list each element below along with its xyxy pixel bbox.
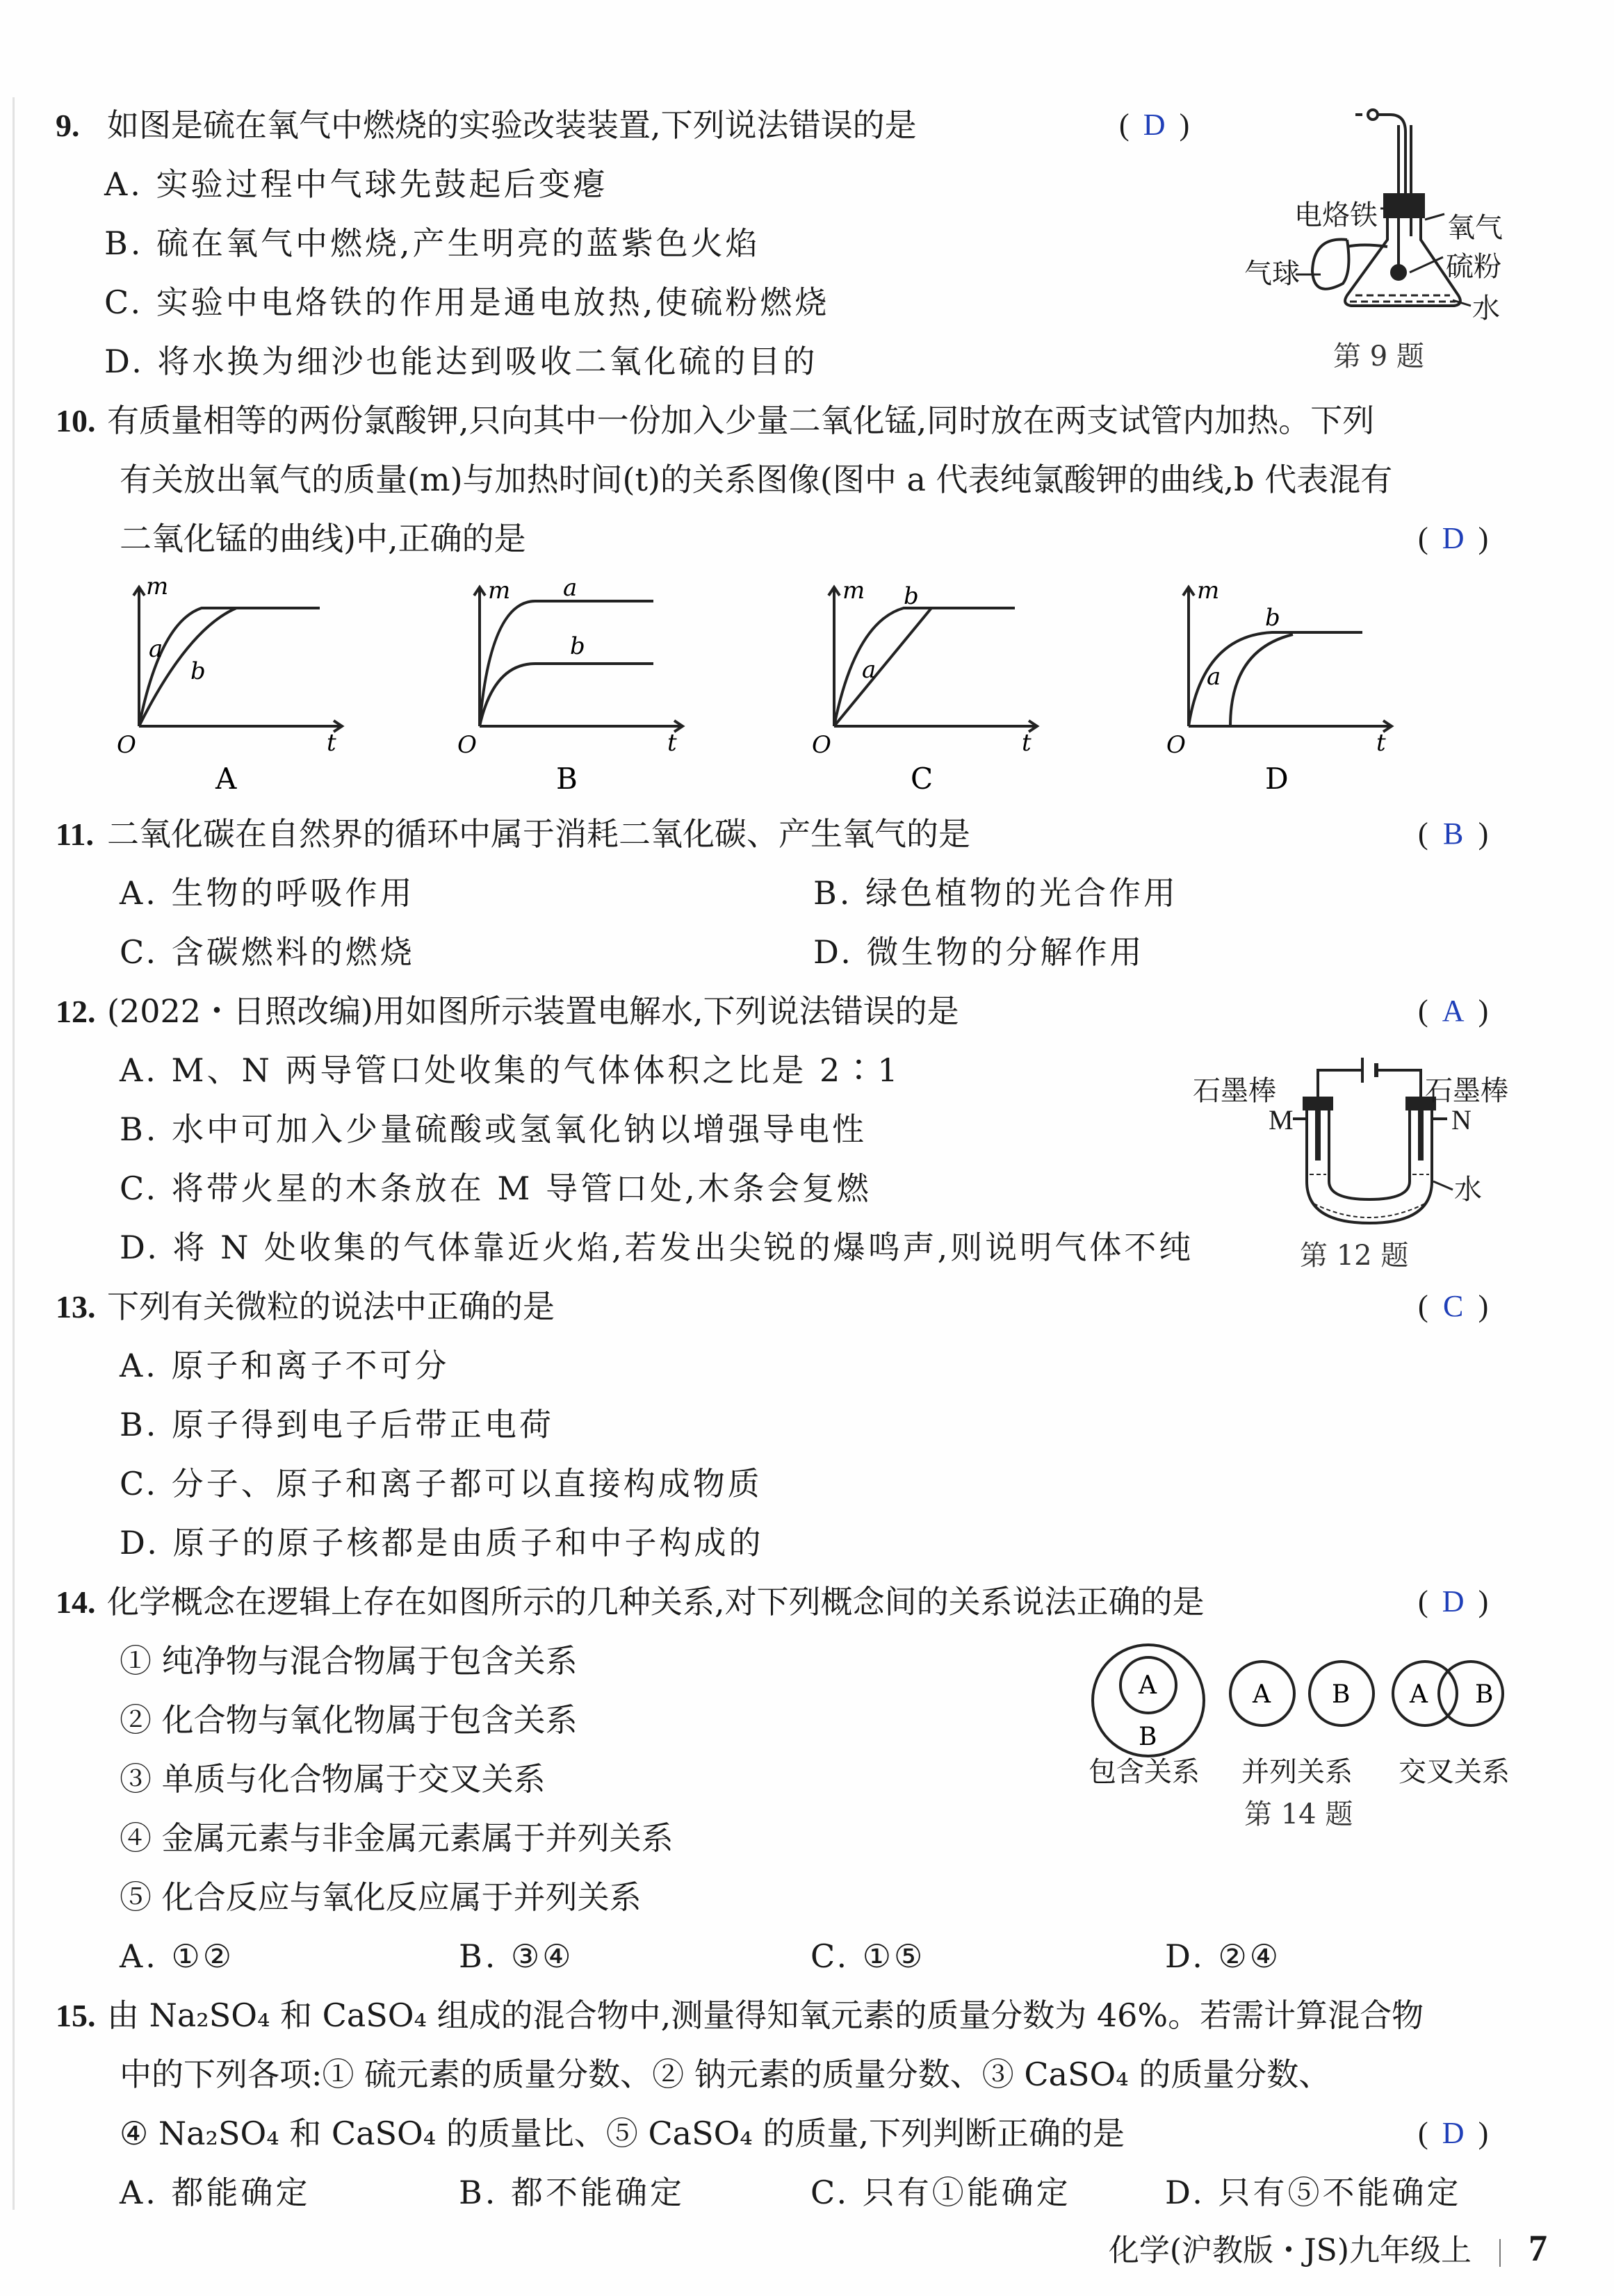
q11-option-c: C. 含碳燃料的燃烧: [120, 933, 415, 971]
formula-na2so4: Na₂SO₄: [158, 2115, 279, 2152]
q11-option-a: A. 生物的呼吸作用: [120, 874, 415, 912]
q9-option-a: A. 实验过程中气球先鼓起后变瘪: [104, 165, 608, 203]
q11-answer-letter: B: [1442, 817, 1464, 851]
q14-label-parallel: 并列关系: [1241, 1756, 1353, 1788]
q9-option-b: B. 硫在氧气中燃烧,产生明亮的蓝紫色火焰: [104, 224, 760, 262]
q15-option-a: A. 都能确定: [120, 2174, 311, 2211]
formula-caso4: CaSO₄: [1024, 2056, 1129, 2093]
graph-a-x-label: t: [327, 729, 336, 757]
q15-l2b: 的质量分数、: [1139, 2056, 1331, 2093]
q14-statement-1: ① 纯净物与混合物属于包含关系: [120, 1642, 578, 1680]
q12-answer-letter: A: [1442, 994, 1465, 1028]
q13-stem: [56, 1286, 555, 1328]
q14-relations-figure: [1084, 1637, 1529, 1769]
q10-graph-c: [806, 573, 1057, 803]
q12-number: 12.: [56, 994, 96, 1029]
graph-d-x-label: t: [1376, 729, 1386, 757]
q15-l2a: 中的下列各项:① 硫元素的质量分数、② 钠元素的质量分数、③: [120, 2056, 1014, 2093]
q10-number: 10.: [56, 403, 96, 438]
cross-label-a: A: [1410, 1680, 1428, 1709]
formula-caso4: CaSO₄: [322, 1996, 427, 2034]
q9-number: 9.: [56, 108, 80, 143]
q12-option-d: D. 将 N 处收集的气体靠近火焰,若发出尖锐的爆鸣声,则说明气体不纯: [120, 1229, 1194, 1266]
q9-option-d: D. 将水换为细沙也能达到吸收二氧化硫的目的: [104, 343, 818, 380]
q13-option-c: C. 分子、原子和离子都可以直接构成物质: [120, 1465, 763, 1502]
formula-na2so4: Na₂SO₄: [149, 1996, 270, 2034]
footer-title: 化学(沪教版・JS)九年级上: [1108, 2233, 1472, 2268]
q12-option-a: A. M、N 两导管口处收集的气体体积之比是 2∶1: [120, 1051, 901, 1089]
graph-b-x-label: t: [667, 729, 677, 757]
q14-stem: [56, 1581, 1205, 1623]
page-edge: [13, 97, 15, 2210]
graph-d-origin: O: [1166, 731, 1186, 759]
graph-b-curve-b: [480, 664, 653, 726]
q14-option-a: A. ①②: [120, 1937, 234, 1975]
q11-option-d: D. 微生物的分解作用: [813, 933, 1145, 971]
q15-option-c: C. 只有①能确定: [810, 2174, 1071, 2211]
page-footer: [1109, 2227, 1547, 2272]
q14-caption: 第 14 题: [1244, 1798, 1353, 1830]
q13-option-d: D. 原子的原子核都是由质子和中子构成的: [120, 1524, 764, 1561]
graph-b-y-label: m: [488, 577, 511, 605]
q11-answer: ( B ): [1418, 813, 1488, 855]
graph-a-y-label: m: [146, 573, 169, 600]
q12-label-n: N: [1451, 1104, 1472, 1135]
parallel-label-b: B: [1332, 1680, 1351, 1709]
q12-electrolysis-figure: [1265, 1042, 1474, 1237]
contain-label-b: B: [1139, 1723, 1157, 1751]
formula-caso4: CaSO₄: [648, 2115, 753, 2152]
graph-c-curve-a: [834, 608, 931, 726]
graph-d-y-label: m: [1197, 577, 1220, 605]
q9-label-water: 水: [1472, 293, 1500, 325]
graph-c-caption: C: [911, 762, 934, 796]
footer-separator: [1499, 2239, 1501, 2267]
q14-option-c: C. ①⑤: [810, 1937, 926, 1975]
q15-line-3: [120, 2113, 1125, 2154]
q14-option-b: B. ③④: [459, 1937, 574, 1975]
q14-statement-3: ③ 单质与化合物属于交叉关系: [120, 1760, 546, 1798]
q14-stem-text: 化学概念在逻辑上存在如图所示的几种关系,对下列概念间的关系说法正确的是: [107, 1583, 1205, 1621]
q14-answer-letter: D: [1442, 1584, 1465, 1618]
q12-label-right-graphite: 石墨棒: [1425, 1075, 1508, 1107]
graph-d-label-b: b: [1265, 604, 1280, 632]
q12-answer: ( A ): [1418, 990, 1488, 1032]
q13-answer: ( C ): [1418, 1286, 1488, 1327]
q12-option-c: C. 将带火星的木条放在 M 导管口处,木条会复燃: [120, 1170, 872, 1207]
parallel-label-a: A: [1253, 1680, 1271, 1709]
q13-option-a: A. 原子和离子不可分: [120, 1347, 450, 1384]
q15-option-b: B. 都不能确定: [459, 2174, 685, 2211]
graph-a-origin: O: [117, 731, 136, 759]
q10-stem-line-1: [56, 400, 1374, 442]
graph-d-caption: D: [1265, 762, 1289, 796]
q10-stem-line-3: 二氧化锰的曲线)中,正确的是: [120, 520, 526, 557]
graph-d-curve-a: [1230, 634, 1293, 726]
q15-answer-letter: D: [1442, 2116, 1465, 2150]
q12-stem-text: (2022・日照改编)用如图所示装置电解水,下列说法错误的是: [107, 992, 959, 1030]
q9-answer: ( D ): [1119, 104, 1189, 146]
q15-l1c: 组成的混合物中,测量得知氧元素的质量分数为 46%。若需计算混合物: [437, 1996, 1424, 2034]
q14-label-contain: 包含关系: [1089, 1756, 1200, 1788]
graph-a-caption: A: [215, 762, 237, 796]
graph-c-curve-b: [834, 608, 1015, 726]
q15-l3b: 和: [289, 2115, 322, 2152]
q15-line-2: [120, 2053, 1330, 2095]
q10-graph-b: [452, 573, 702, 803]
graph-b-origin: O: [457, 731, 477, 759]
q9-label-sulfur: 硫粉: [1446, 251, 1501, 283]
q14-label-cross: 交叉关系: [1399, 1756, 1510, 1788]
q13-answer-letter: C: [1442, 1289, 1464, 1323]
formula-caso4: CaSO₄: [331, 2115, 437, 2152]
q14-statement-2: ② 化合物与氧化物属于包含关系: [120, 1701, 578, 1739]
q15-l1a: 由: [107, 1996, 139, 2034]
q10-stem-text-1: 有质量相等的两份氯酸钾,只向其中一份加入少量二氧化锰,同时放在两支试管内加热。下列: [107, 402, 1375, 439]
q14-answer: ( D ): [1418, 1581, 1488, 1623]
q12-caption: 第 12 题: [1300, 1240, 1409, 1272]
q9-stem: [56, 104, 917, 147]
q15-l3c: 的质量比、⑤: [446, 2115, 638, 2152]
q9-answer-letter: D: [1143, 108, 1166, 142]
graph-c-label-b: b: [904, 582, 919, 610]
q11-stem-text: 二氧化碳在自然界的循环中属于消耗二氧化碳、产生氧气的是: [107, 815, 970, 853]
graph-b-label-b: b: [570, 632, 585, 660]
q9-label-heater: 电烙铁: [1294, 199, 1378, 231]
graph-b-caption: B: [556, 762, 578, 796]
q12-label-left-graphite: 石墨棒: [1193, 1075, 1276, 1107]
q14-option-d: D. ②④: [1165, 1937, 1281, 1975]
q12-label-water: 水: [1454, 1174, 1482, 1206]
q9-caption: 第 9 题: [1333, 341, 1424, 372]
q15-line-1: [56, 1994, 1424, 2037]
q13-option-b: B. 原子得到电子后带正电荷: [120, 1406, 555, 1443]
q13-number: 13.: [56, 1289, 96, 1325]
q15-number: 15.: [56, 1998, 96, 2033]
q9-option-c: C. 实验中电烙铁的作用是通电放热,使硫粉燃烧: [104, 284, 830, 321]
q15-l3d: 的质量,下列判断正确的是: [763, 2115, 1125, 2152]
q10-graph-d: [1161, 573, 1411, 803]
q14-number: 14.: [56, 1584, 96, 1620]
q9-stem-text: 如图是硫在氧气中燃烧的实验改装装置,下列说法错误的是: [107, 106, 917, 144]
q10-graph-a: [111, 573, 361, 803]
q15-l3a: ④: [120, 2115, 149, 2152]
cross-label-b: B: [1475, 1680, 1494, 1709]
q9-apparatus-figure: [1223, 97, 1557, 334]
q13-stem-text: 下列有关微粒的说法中正确的是: [107, 1288, 555, 1325]
q10-answer-letter: D: [1442, 521, 1465, 555]
graph-b-label-a: a: [563, 574, 578, 602]
q11-option-b: B. 绿色植物的光合作用: [813, 874, 1179, 912]
q11-number: 11.: [56, 817, 94, 852]
graph-c-label-a: a: [862, 656, 877, 684]
q15-l1b: 和: [280, 1996, 313, 2034]
q14-statement-5: ⑤ 化合反应与氧化反应属于并列关系: [120, 1878, 642, 1916]
page-number: 7: [1529, 2227, 1547, 2269]
q11-stem: [56, 813, 970, 855]
graph-a-label-b: b: [190, 657, 206, 685]
graph-a-label-a: a: [149, 635, 163, 663]
q12-stem: [56, 990, 959, 1033]
graph-d-label-a: a: [1207, 663, 1221, 691]
graph-a-curve-a: [139, 608, 320, 726]
q12-option-b: B. 水中可加入少量硫酸或氢氧化钠以增强导电性: [120, 1110, 867, 1148]
graph-c-y-label: m: [842, 577, 865, 605]
q12-label-m: M: [1269, 1104, 1294, 1135]
graph-a-curve-b: [139, 608, 236, 726]
graph-c-x-label: t: [1022, 729, 1032, 757]
q10-answer: ( D ): [1418, 518, 1488, 559]
contain-label-a: A: [1139, 1671, 1157, 1700]
q15-option-d: D. 只有⑤不能确定: [1165, 2174, 1462, 2211]
q15-answer: ( D ): [1418, 2113, 1488, 2154]
q10-stem-line-2: 有关放出氧气的质量(m)与加热时间(t)的关系图像(图中 a 代表纯氯酸钾的曲线,b 代表混有: [120, 461, 1393, 498]
q9-label-balloon: 气球: [1244, 258, 1300, 290]
q9-label-oxygen: 氧气: [1447, 212, 1503, 244]
graph-c-origin: O: [812, 731, 831, 759]
q14-statement-4: ④ 金属元素与非金属元素属于并列关系: [120, 1819, 674, 1857]
